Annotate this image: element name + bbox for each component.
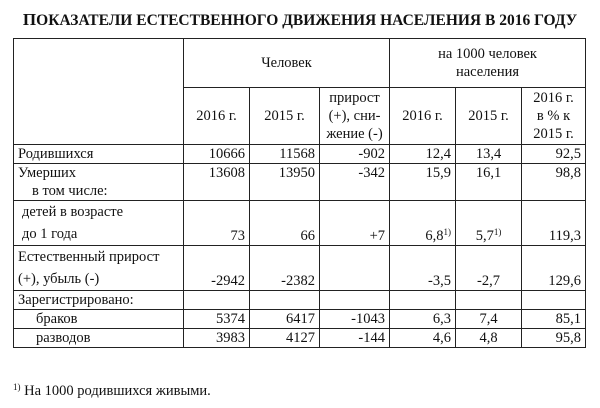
- header-col-rate-2016: 2016 г.: [390, 88, 456, 145]
- rate-2016-value: 6,8: [425, 228, 444, 244]
- cell-rate-2016: 4,6: [390, 329, 456, 348]
- header-col-change: [320, 88, 390, 145]
- cell-empty: [320, 182, 390, 201]
- row-label: в том числе:: [14, 182, 184, 201]
- cell-2016: 13608: [184, 164, 250, 183]
- table-row-born: [14, 145, 586, 164]
- table-row-registered: [14, 291, 586, 310]
- footnote-ref: 1): [493, 227, 502, 237]
- cell-rate-2015: 4,8: [456, 329, 522, 348]
- cell-empty: [390, 182, 456, 201]
- infant-label-line1: детей в возрасте: [22, 204, 124, 220]
- cell-empty: [522, 291, 586, 310]
- cell-pct: 98,8: [522, 164, 586, 183]
- title-rest: ОКАЗАТЕЛИ ЕСТЕСТВЕННОГО ДВИЖЕНИЯ НАСЕЛЕНИЯ В 2016 ГОДУ: [36, 12, 578, 29]
- footnote: [13, 383, 211, 400]
- cell-2016: 73: [184, 201, 250, 246]
- cell-pct: 95,8: [522, 329, 586, 348]
- table-row-infant: [14, 201, 586, 246]
- footnote-ref: 1): [443, 227, 452, 237]
- row-label: [14, 201, 184, 246]
- header-pct-line1: 2016 г.: [533, 90, 574, 106]
- cell-empty: [250, 291, 320, 310]
- cell-pct: 85,1: [522, 310, 586, 329]
- population-table: [13, 38, 586, 348]
- table-row-natural: [14, 246, 586, 291]
- cell-empty: [522, 182, 586, 201]
- table-row-divorces: [14, 329, 586, 348]
- cell-empty: [456, 182, 522, 201]
- title-first-letter: П: [22, 10, 37, 29]
- cell-2015: 66: [250, 201, 320, 246]
- cell-change: [320, 246, 390, 291]
- footnote-mark: 1): [13, 382, 21, 392]
- table-row-including: [14, 182, 586, 201]
- cell-change: -144: [320, 329, 390, 348]
- header-change-line3: жение (-): [326, 126, 383, 142]
- header-per1000-line2: населения: [455, 64, 520, 80]
- cell-rate-2015: 16,1: [456, 164, 522, 183]
- cell-empty: [184, 182, 250, 201]
- cell-rate-2016: 12,4: [390, 145, 456, 164]
- cell-change: +7: [320, 201, 390, 246]
- cell-2015: -2382: [250, 246, 320, 291]
- cell-rate-2016: 15,9: [390, 164, 456, 183]
- cell-empty: [320, 291, 390, 310]
- row-label: Умерших: [14, 164, 184, 183]
- header-col-2015: 2015 г.: [250, 88, 320, 145]
- cell-2015: 4127: [250, 329, 320, 348]
- header-row-groups: [14, 39, 586, 88]
- cell-rate-2016: -3,5: [390, 246, 456, 291]
- natural-label-line2: (+), убыль (-): [18, 271, 100, 287]
- cell-2016: -2942: [184, 246, 250, 291]
- footnote-text: На 1000 родившихся живыми.: [20, 383, 211, 399]
- cell-2016: 3983: [184, 329, 250, 348]
- cell-2015: 6417: [250, 310, 320, 329]
- table-row-died: [14, 164, 586, 183]
- cell-rate-2016: 6,3: [390, 310, 456, 329]
- row-label: [14, 246, 184, 291]
- header-change-line1: прирост: [329, 90, 380, 106]
- header-empty-cell: [14, 39, 184, 145]
- header-col-rate-2015: 2015 г.: [456, 88, 522, 145]
- header-group-people: Человек: [184, 39, 390, 88]
- cell-rate-2015: -2,7: [456, 246, 522, 291]
- cell-rate-2016: [390, 201, 456, 246]
- cell-pct: 129,6: [522, 246, 586, 291]
- cell-change: -342: [320, 164, 390, 183]
- rate-2015-value: 5,7: [475, 228, 494, 244]
- cell-change: -1043: [320, 310, 390, 329]
- cell-rate-2015: 13,4: [456, 145, 522, 164]
- table-row-marriages: [14, 310, 586, 329]
- row-label: Зарегистрировано:: [14, 291, 184, 310]
- row-label: браков: [14, 310, 184, 329]
- cell-2015: 11568: [250, 145, 320, 164]
- cell-pct: 119,3: [522, 201, 586, 246]
- header-pct-line2: в % к: [536, 108, 571, 124]
- cell-empty: [390, 291, 456, 310]
- cell-pct: 92,5: [522, 145, 586, 164]
- header-per1000-line1: на 1000 человек: [438, 46, 537, 62]
- header-col-pct: [522, 88, 586, 145]
- header-change-line2: (+), сни-: [328, 108, 381, 124]
- cell-rate-2015: 7,4: [456, 310, 522, 329]
- header-group-per1000: [390, 39, 586, 88]
- row-label: разводов: [14, 329, 184, 348]
- cell-2016: 10666: [184, 145, 250, 164]
- cell-empty: [184, 291, 250, 310]
- natural-label-line1: Естественный прирост: [18, 249, 160, 265]
- row-label: Родившихся: [14, 145, 184, 164]
- cell-empty: [456, 291, 522, 310]
- header-col-2016: 2016 г.: [184, 88, 250, 145]
- cell-2016: 5374: [184, 310, 250, 329]
- table-title: [0, 10, 600, 30]
- cell-2015: 13950: [250, 164, 320, 183]
- cell-rate-2015: [456, 201, 522, 246]
- cell-change: -902: [320, 145, 390, 164]
- cell-empty: [250, 182, 320, 201]
- infant-label-line2: до 1 года: [22, 226, 78, 242]
- header-pct-line3: 2015 г.: [533, 126, 574, 142]
